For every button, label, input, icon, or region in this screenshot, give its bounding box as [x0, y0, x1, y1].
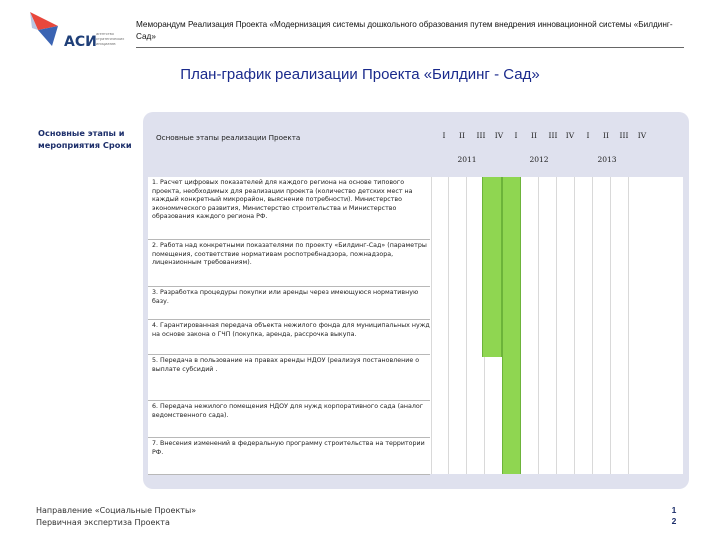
task-row: 1. Расчет цифровых показателей для каждого региона на основе типового проекта, необходимых для реализации проекта (количество детских мест на каждый конкретный микрорайон, выяснение потребности). Министерство экономического развития, Министерство строительства и Министерство образования каждого региона РФ.	[148, 177, 430, 239]
page-number-1: 1	[671, 505, 677, 515]
quarter-label: I	[442, 131, 446, 140]
task-row: 2. Работа над конкретными показателями по проекту «Билдинг-Сад» (параметры помещения, соответствие нормативам роспотребнадзора, пожнадзора, лицензионным требованиям).	[148, 240, 430, 286]
grid-line	[628, 177, 629, 474]
gantt-bar-q3-2011	[502, 177, 521, 474]
task-row: 5. Передача в пользование на правах аренды НДОУ (реализуя постановление о выплате субсидий .	[148, 355, 430, 400]
asi-logo-icon	[28, 8, 68, 48]
grid-line	[466, 177, 467, 474]
quarter-label: III	[476, 131, 486, 140]
quarter-label: I	[514, 131, 518, 140]
task-row: 4. Гарантированная передача объекта нежилого фонда для муниципальных нужд на основе закона о ГЧП (покупка, аренда, рассрочка выкупа.	[148, 320, 430, 354]
quarter-label: IV	[494, 131, 504, 140]
quarter-label: II	[459, 131, 465, 140]
row-separator	[148, 474, 430, 475]
grid-line	[556, 177, 557, 474]
grid-line	[574, 177, 575, 474]
quarter-label: III	[548, 131, 558, 140]
quarter-label: III	[619, 131, 629, 140]
grid-line	[448, 177, 449, 474]
memo-header: Меморандум Реализация Проекта «Модернизация системы дошкольного образования путем внедрения инновационной системы «Билдинг-Сад»	[136, 20, 673, 41]
quarter-label: IV	[565, 131, 575, 140]
logo-text: АСИ	[64, 34, 97, 50]
task-row: 7. Внесения изменений в федеральную программу строительства на территории РФ.	[148, 438, 430, 474]
task-row: 3. Разработка процедуры покупки или аренды через имеющуюся нормативную базу.	[148, 287, 430, 319]
page-number	[668, 505, 680, 527]
gantt-bar-q2-2011	[482, 177, 502, 357]
logo-subtext: агентство стратегических инициатив	[96, 31, 125, 46]
quarter-label: II	[603, 131, 609, 140]
grid-line	[538, 177, 539, 474]
year-label: 2011	[457, 155, 477, 164]
quarter-label: I	[586, 131, 590, 140]
task-row: 6. Передача нежилого помещения НДОУ для нужд корпоративного сада (аналог ведомственного сада).	[148, 401, 430, 437]
header-divider	[136, 47, 684, 48]
footer-line-1: Направление «Социальные Проекты»	[36, 506, 197, 515]
page-number-2: 2	[671, 516, 677, 526]
page-title: План-график реализации Проекта «Билдинг - Сад»	[180, 66, 540, 83]
grid-line	[610, 177, 611, 474]
stages-header: Основные этапы реализации Проекта	[156, 133, 301, 142]
footer	[36, 505, 196, 529]
year-label: 2013	[597, 155, 617, 164]
year-label: 2012	[529, 155, 549, 164]
quarter-label: IV	[637, 131, 647, 140]
footer-line-2: Первичная экспертиза Проекта	[36, 518, 170, 527]
grid-line	[431, 177, 432, 474]
quarter-label: II	[531, 131, 537, 140]
side-label: Основные этапы и мероприятия Сроки	[38, 128, 132, 150]
grid-line	[592, 177, 593, 474]
